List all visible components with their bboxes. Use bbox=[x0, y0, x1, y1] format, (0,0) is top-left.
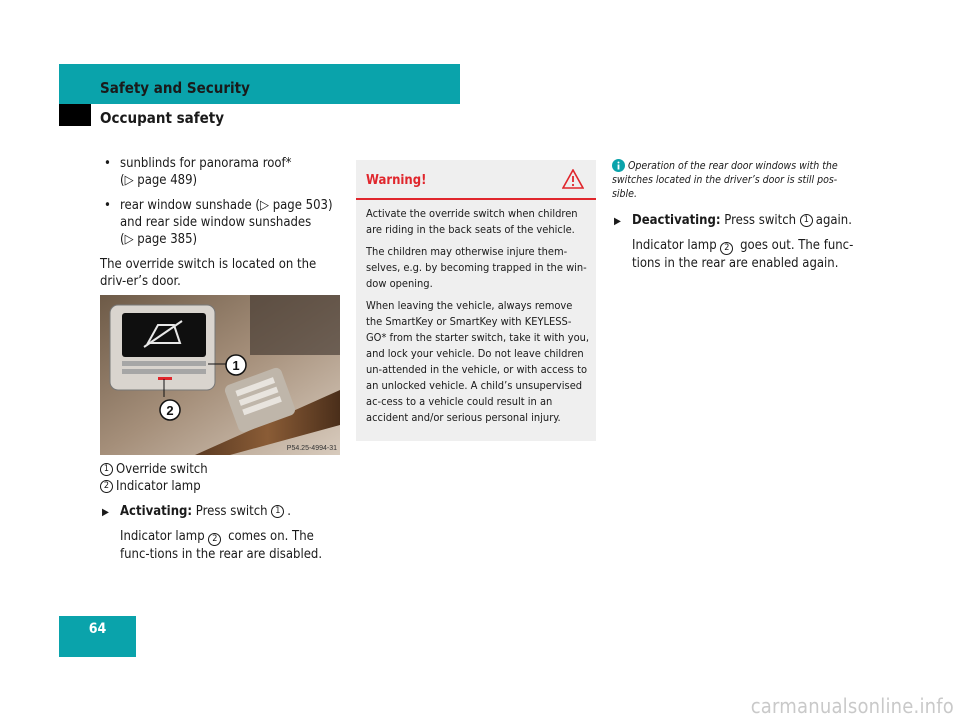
legend-item: 1 Override switch bbox=[100, 461, 348, 478]
bullet-item: • rear window sunshade (▷ page 503) and rear side window sunshades (▷ page 385) bbox=[100, 197, 348, 248]
warning-body: Activate the override switch when children are riding in the back seats of the vehicle. The children may otherwise injure them-selves, e.g. by becoming trapped in the win-dow opening. When leaving the vehicle, always remove the SmartKey or SmartKey with KEYLESS-GO* from the starter switch, take it with you, and lock your vehicle. Do not leave children un-attended in the vehicle, or with access to an unlocked vehicle. A child’s unsupervised ac-cess to a vehicle could result in an accident and/or serious personal injury. bbox=[366, 207, 590, 424]
legend-and-steps bbox=[100, 461, 348, 563]
warning-title: Warning! bbox=[366, 173, 427, 188]
arrow-icon: ▶ bbox=[102, 507, 109, 518]
warning-box bbox=[356, 160, 596, 441]
subsection-title: Occupant safety bbox=[100, 109, 225, 127]
arrow-icon: ▶ bbox=[614, 216, 621, 227]
bullet-item: • sunblinds for panorama roof* (▷ page 489) bbox=[100, 155, 348, 189]
header-marker bbox=[59, 104, 91, 126]
info-note: Operation of the rear door windows with the switches located in the driver’s door is still pos-sible. bbox=[612, 160, 838, 200]
svg-text:2: 2 bbox=[166, 403, 174, 418]
warning-triangle-icon bbox=[562, 169, 584, 189]
step-deactivating: ▶ Deactivating: Press switch 1 again. Indicator lamp 2 goes out. The func-tions in the rear are enabled again. bbox=[614, 213, 854, 271]
legend-item: 2 Indicator lamp bbox=[100, 478, 348, 495]
warning-header bbox=[356, 160, 596, 200]
watermark: carmanualsonline.info bbox=[750, 694, 954, 718]
section-title: Safety and Security bbox=[100, 79, 250, 97]
column-right bbox=[612, 212, 858, 272]
page-link[interactable]: (▷ page 385) bbox=[120, 232, 198, 247]
page-number-box bbox=[59, 616, 136, 657]
column-left bbox=[100, 155, 348, 298]
door-switch-photo bbox=[100, 295, 340, 455]
photo-code: P54.25-4994-31 bbox=[286, 445, 337, 452]
page-link[interactable]: (▷ page 489) bbox=[120, 173, 198, 188]
page-number: 64 bbox=[88, 621, 107, 637]
info-icon bbox=[612, 159, 625, 172]
svg-text:1: 1 bbox=[232, 358, 240, 373]
step-activating: ▶ Activating: Press switch 1 . Indicator lamp 2 comes on. The func-tions in the rear are disabled. bbox=[102, 504, 323, 562]
intro-paragraph: The override switch is located on the driv-er’s door. bbox=[100, 257, 317, 289]
